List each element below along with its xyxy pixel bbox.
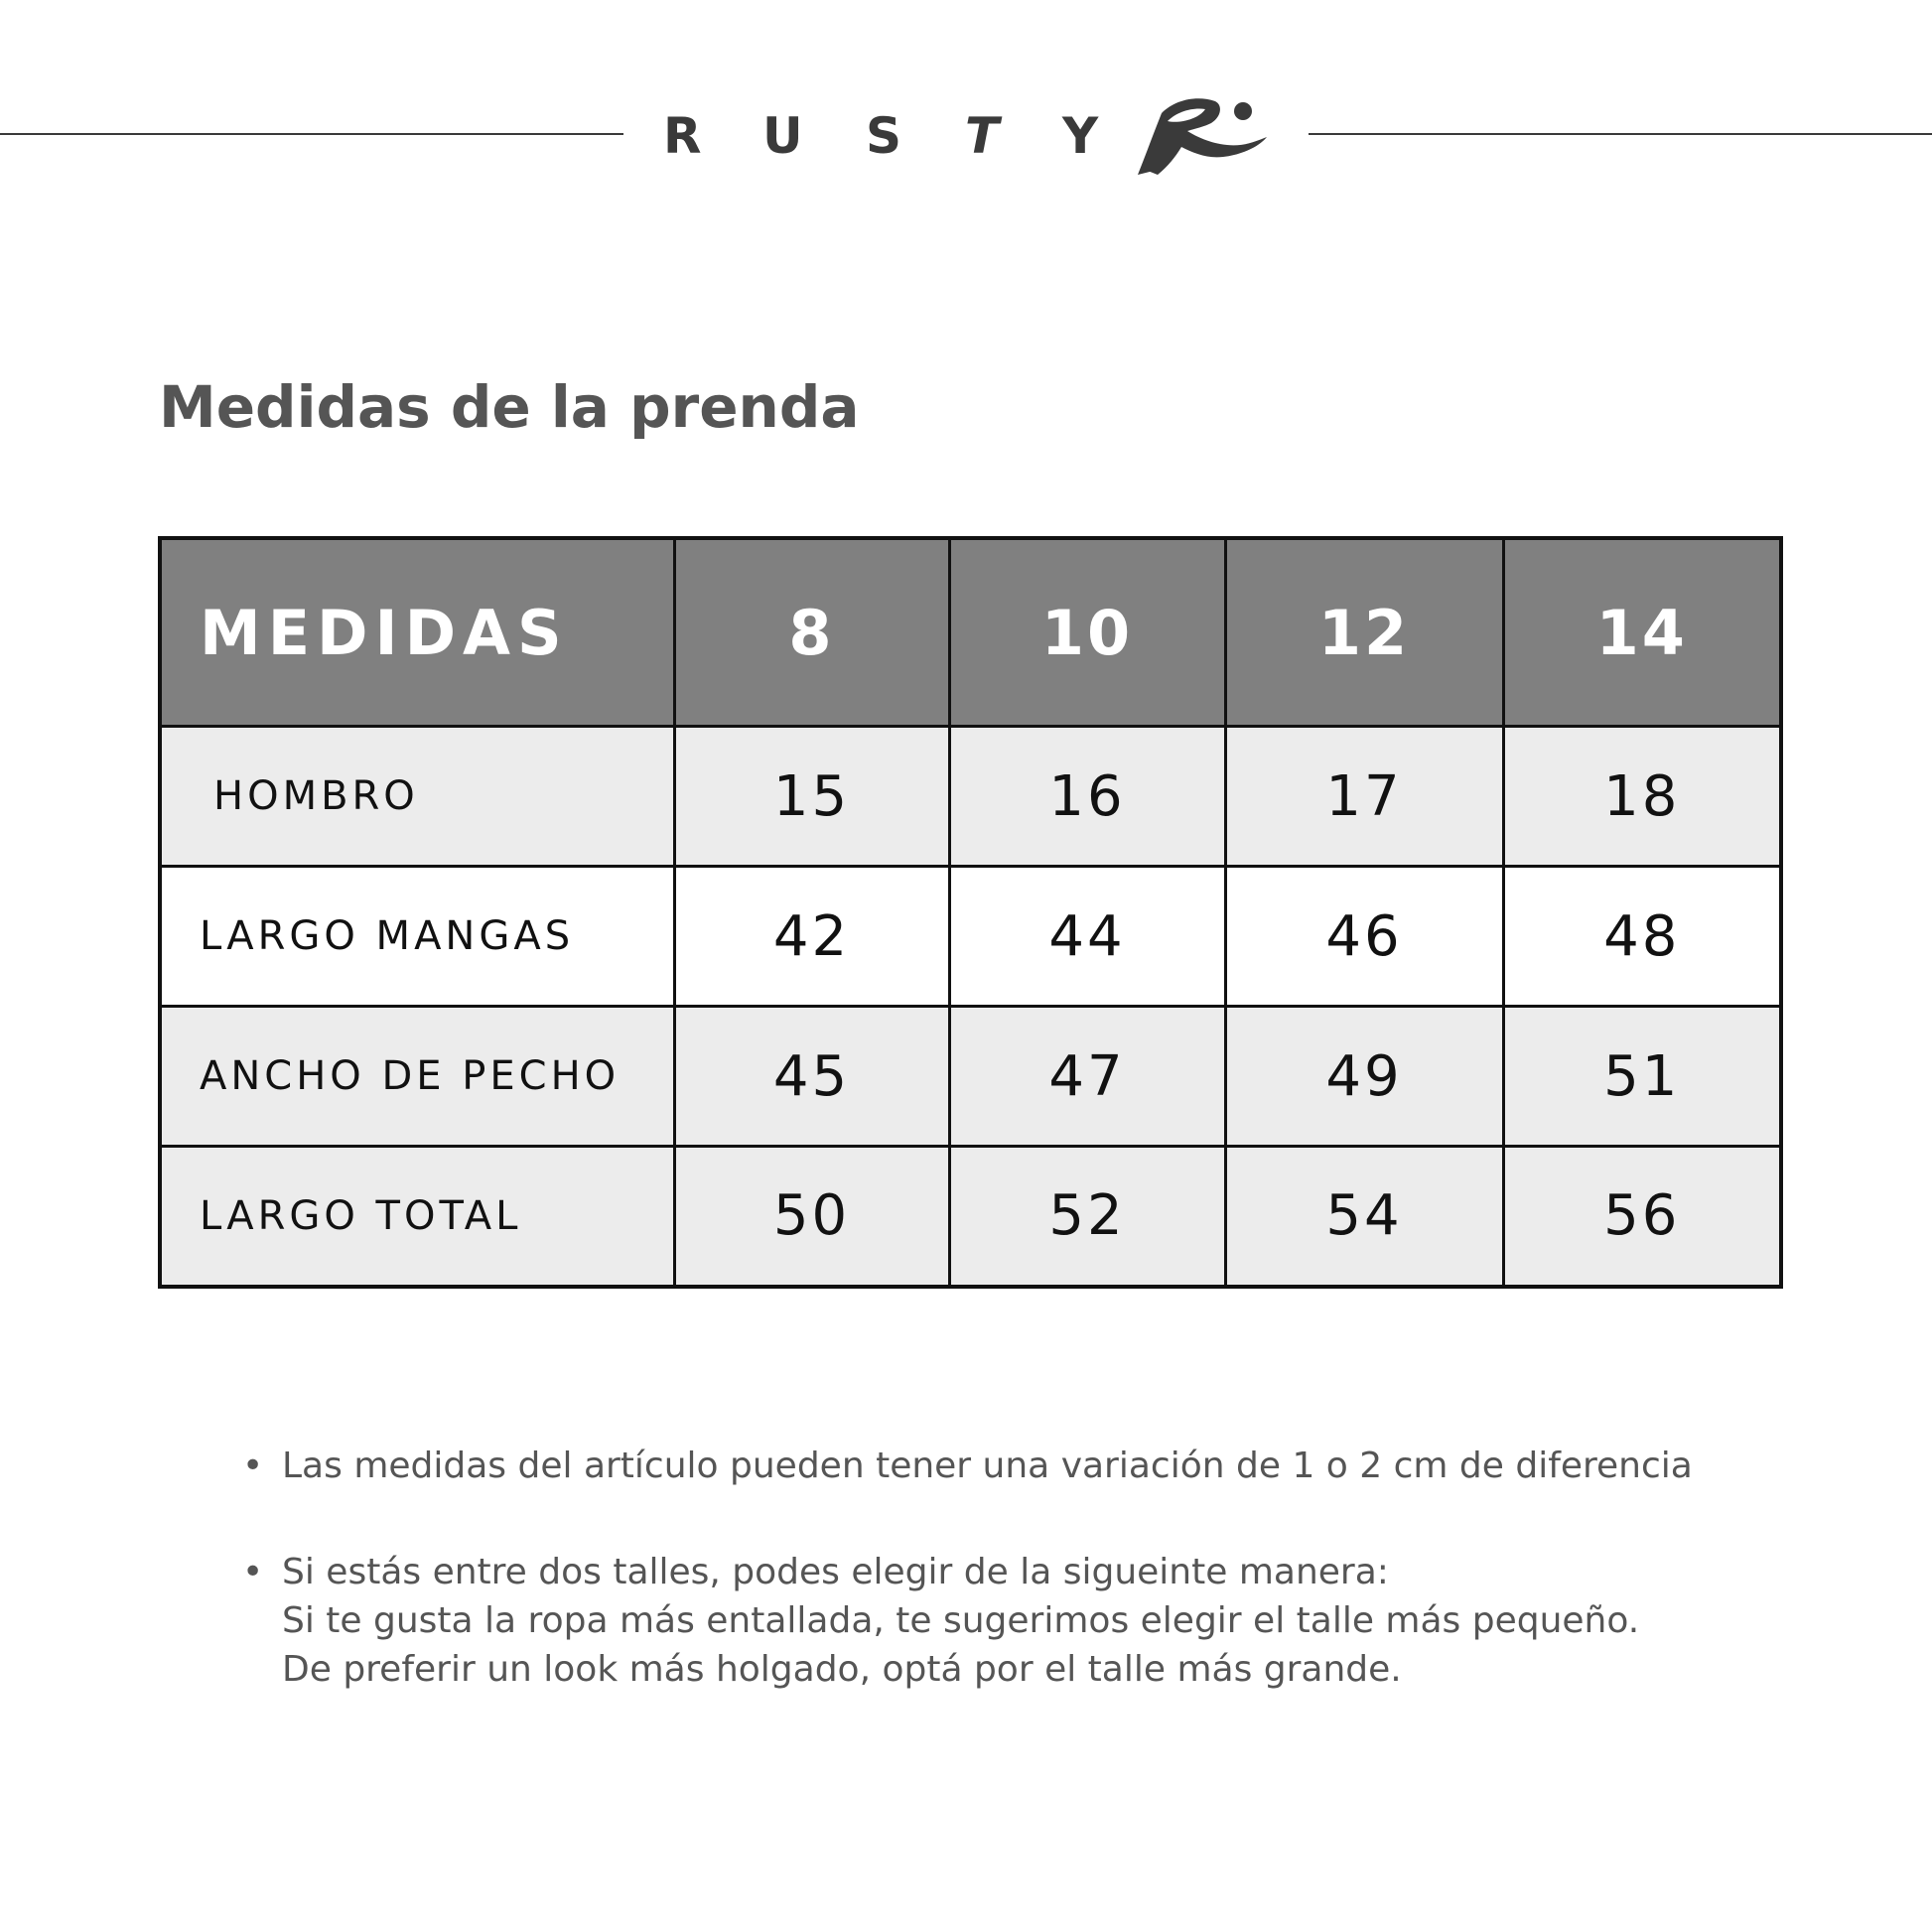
brand-letter-s: S <box>866 107 902 165</box>
note-line: De preferir un look más holgado, optá por el talle más grande. <box>282 1649 1402 1690</box>
rusty-flag-logo-icon <box>1132 91 1271 177</box>
table-header-row <box>160 538 1781 727</box>
cell-value: 52 <box>949 1147 1225 1287</box>
cell-value: 47 <box>949 1007 1225 1147</box>
cell-value: 42 <box>674 867 949 1007</box>
cell-value: 46 <box>1225 867 1503 1007</box>
bullet-icon: • <box>242 1552 264 1592</box>
note-line: Si estás entre dos talles, podes elegir de la sigueinte manera: <box>282 1552 1389 1592</box>
cell-value: 49 <box>1225 1007 1503 1147</box>
cell-value: 18 <box>1503 727 1781 867</box>
brand-letter-u: U <box>762 107 803 165</box>
brand-letter-y: Y <box>1062 107 1099 165</box>
bullet-icon: • <box>242 1446 264 1486</box>
cell-value: 48 <box>1503 867 1781 1007</box>
brand-letter-r: R <box>663 107 702 165</box>
note-size-advice <box>242 1548 1791 1694</box>
brand-divider-left <box>0 133 623 135</box>
header-size-12: 12 <box>1225 538 1503 727</box>
table-row-largo-mangas <box>160 867 1781 1007</box>
cell-value: 56 <box>1503 1147 1781 1287</box>
table-row-hombro <box>160 727 1781 867</box>
notes-list <box>242 1442 1791 1751</box>
header-size-10: 10 <box>949 538 1225 727</box>
cell-value: 51 <box>1503 1007 1781 1147</box>
cell-value: 44 <box>949 867 1225 1007</box>
note-line: Las medidas del artículo pueden tener una variación de 1 o 2 cm de diferencia <box>282 1446 1693 1486</box>
note-line: Si te gusta la ropa más entallada, te sugerimos elegir el talle más pequeño. <box>282 1600 1640 1641</box>
row-label: LARGO MANGAS <box>160 867 674 1007</box>
cell-value: 15 <box>674 727 949 867</box>
cell-value: 54 <box>1225 1147 1503 1287</box>
brand-divider-right <box>1309 133 1932 135</box>
size-chart-table <box>158 536 1783 1289</box>
row-label: LARGO TOTAL <box>160 1147 674 1287</box>
table-row-largo-total <box>160 1147 1781 1287</box>
row-label: HOMBRO <box>160 727 674 867</box>
cell-value: 16 <box>949 727 1225 867</box>
page-title: Medidas de la prenda <box>159 373 860 441</box>
header-medidas: MEDIDAS <box>160 538 674 727</box>
cell-value: 17 <box>1225 727 1503 867</box>
brand-letter-t: T <box>965 107 1000 165</box>
table-row-ancho-de-pecho <box>160 1007 1781 1147</box>
header-size-14: 14 <box>1503 538 1781 727</box>
note-variation <box>242 1442 1791 1490</box>
header-size-8: 8 <box>674 538 949 727</box>
row-label: ANCHO DE PECHO <box>160 1007 674 1147</box>
cell-value: 50 <box>674 1147 949 1287</box>
cell-value: 45 <box>674 1007 949 1147</box>
